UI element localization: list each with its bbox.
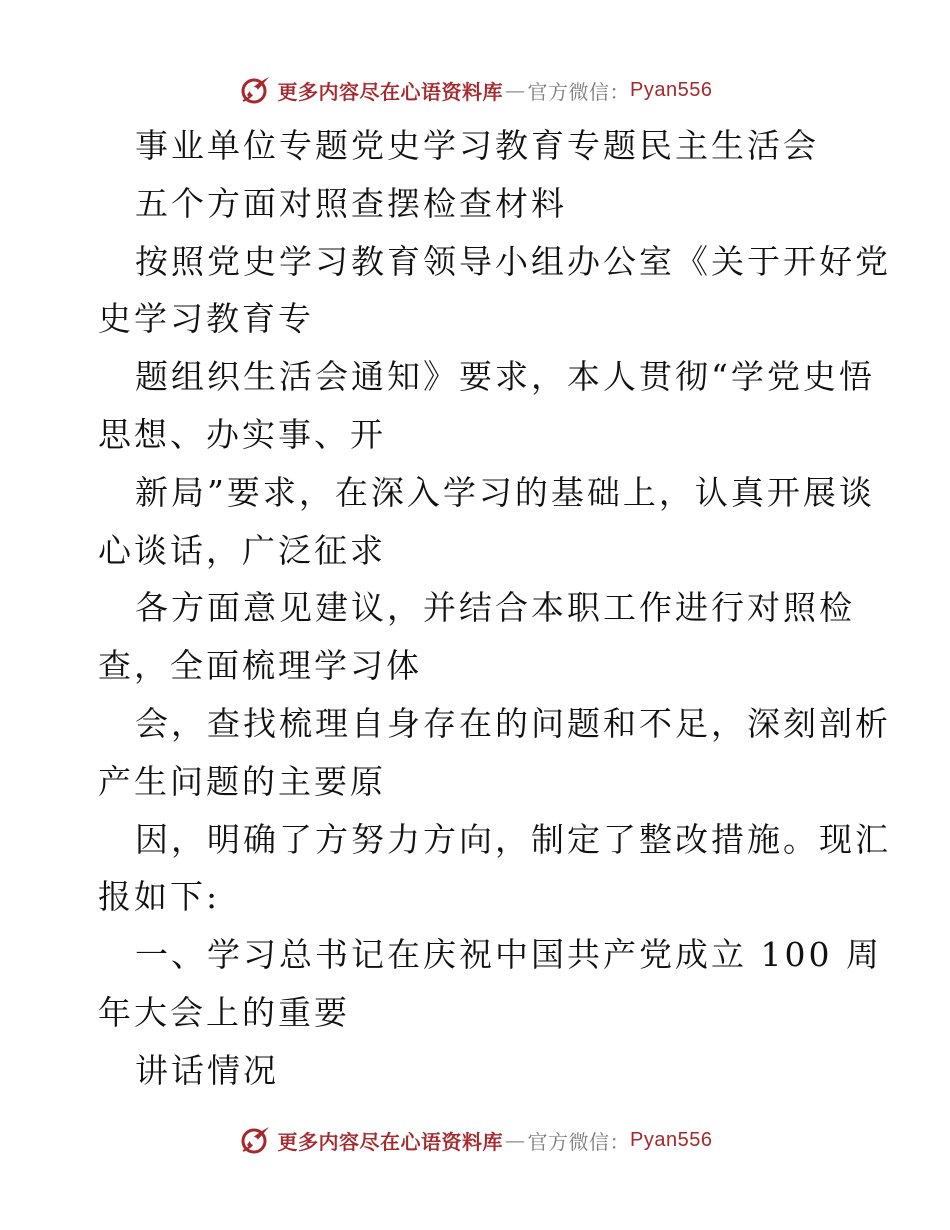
paragraph-line: 史学习教育专 [98,299,314,339]
footer-watermark-banner [0,1120,950,1160]
paragraph-line: 因，明确了方努力方向，制定了整改措施。现汇 [135,819,891,859]
separator-dash: — [505,78,526,102]
paragraph-line: 会，查找梳理自身存在的问题和不足，深刻剖析 [135,703,891,743]
wechat-id: Pyan556 [630,78,713,101]
quill-swirl-logo-icon [238,1123,272,1157]
library-name: 更多内容尽在心语资料库 [277,79,504,104]
paragraph-line: 心谈话，广泛征求 [98,530,386,570]
paragraph-line: 各方面意见建议，并结合本职工作进行对照检 [135,588,855,628]
header-watermark-banner [0,70,950,110]
quill-swirl-logo-icon [238,73,272,107]
paragraph-line: 新局”要求，在深入学习的基础上，认真开展谈 [135,472,875,512]
title-line: 事业单位专题党史学习教育专题民主生活会 [135,126,819,165]
paragraph-line: 思想、办实事、开 [98,414,386,454]
paragraph-line: 产生问题的主要原 [98,761,386,801]
section-heading-line: 一、学习总书记在庆祝中国共产党成立 100 周 [135,935,882,975]
paragraph-line: 题组织生活会通知》要求，本人贯彻“学党史悟 [135,357,875,397]
watermark-text [278,76,713,105]
wechat-id: Pyan556 [630,1128,713,1151]
watermark-text [278,1126,713,1155]
section-heading-line: 讲话情况 [135,1050,279,1090]
library-name: 更多内容尽在心语资料库 [277,1129,504,1154]
separator-dash: — [505,1128,526,1152]
document-body [98,117,891,1100]
paragraph-line: 查，全面梳理学习体 [98,646,422,686]
paragraph-line: 报如下: [98,877,221,917]
wechat-label: 官方微信： [527,79,631,104]
section-heading-line: 年大会上的重要 [98,992,350,1032]
paragraph-line: 按照党史学习教育领导小组办公室《关于开好党 [135,241,891,281]
title-line: 五个方面对照查摆检查材料 [135,183,567,223]
wechat-label: 官方微信： [527,1129,631,1154]
